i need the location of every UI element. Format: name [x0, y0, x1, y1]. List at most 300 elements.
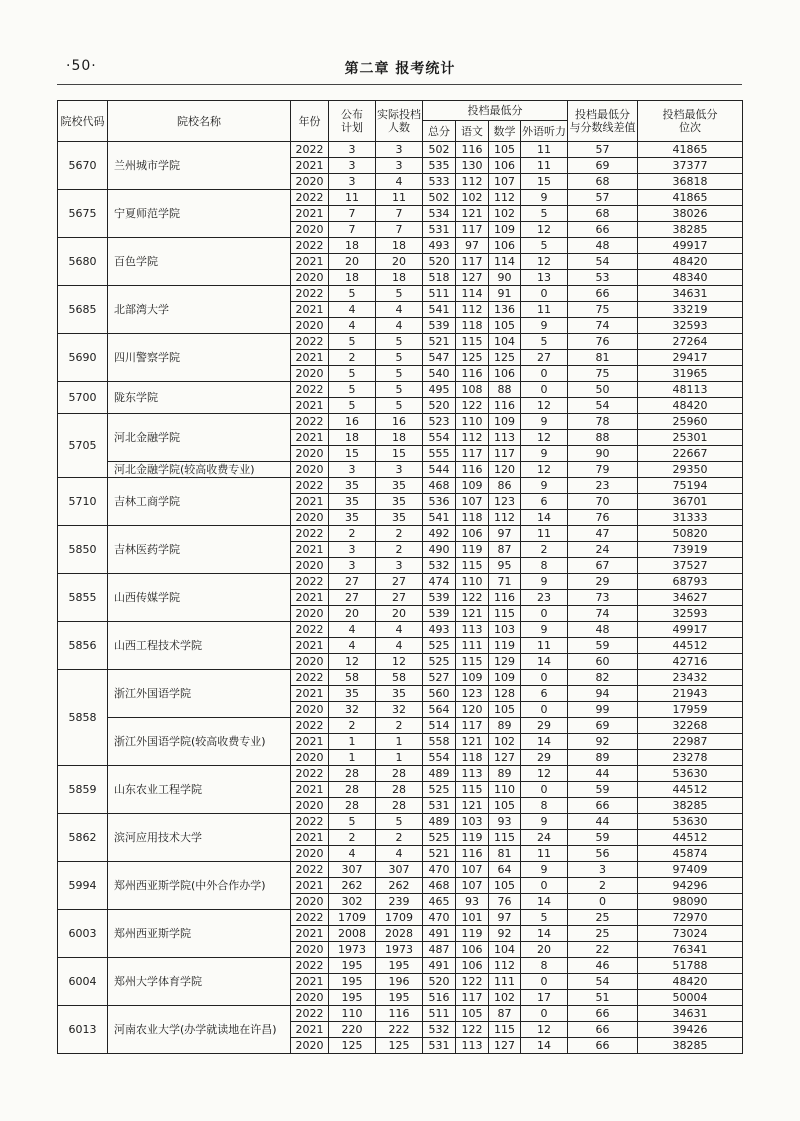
rank-cell: 98090: [638, 894, 743, 910]
chinese-cell: 121: [456, 606, 489, 622]
school-code-cell: 6013: [58, 1006, 108, 1054]
total-score-cell: 525: [423, 782, 456, 798]
chinese-cell: 109: [456, 670, 489, 686]
table-row: [58, 334, 743, 350]
chinese-cell: 123: [456, 686, 489, 702]
school-code-cell: 5856: [58, 622, 108, 670]
col-header-code: 院校代码: [58, 101, 108, 142]
total-score-cell: 541: [423, 510, 456, 526]
plan-cell: 7: [329, 206, 376, 222]
plan-cell: 4: [329, 302, 376, 318]
foreign-listening-cell: 0: [521, 702, 568, 718]
math-cell: 116: [489, 398, 521, 414]
admitted-cell: 35: [376, 510, 423, 526]
admitted-cell: 5: [376, 366, 423, 382]
foreign-listening-cell: 24: [521, 830, 568, 846]
chinese-cell: 125: [456, 350, 489, 366]
math-cell: 115: [489, 1022, 521, 1038]
diff-cell: 51: [568, 990, 638, 1006]
plan-cell: 27: [329, 590, 376, 606]
year-cell: 2022: [291, 382, 329, 398]
col-header-name: 院校名称: [108, 101, 291, 142]
diff-cell: 92: [568, 734, 638, 750]
admitted-cell: 20: [376, 606, 423, 622]
plan-cell: 18: [329, 270, 376, 286]
chinese-cell: 106: [456, 958, 489, 974]
rank-cell: 37527: [638, 558, 743, 574]
foreign-listening-cell: 0: [521, 286, 568, 302]
diff-cell: 25: [568, 926, 638, 942]
total-score-cell: 511: [423, 286, 456, 302]
chinese-cell: 110: [456, 574, 489, 590]
year-cell: 2021: [291, 638, 329, 654]
year-cell: 2020: [291, 558, 329, 574]
rank-cell: 68793: [638, 574, 743, 590]
admitted-cell: 116: [376, 1006, 423, 1022]
total-score-cell: 525: [423, 830, 456, 846]
diff-cell: 59: [568, 782, 638, 798]
foreign-listening-cell: 14: [521, 926, 568, 942]
chinese-cell: 101: [456, 910, 489, 926]
total-score-cell: 520: [423, 398, 456, 414]
school-code-cell: 5855: [58, 574, 108, 622]
year-cell: 2020: [291, 446, 329, 462]
rank-cell: 41865: [638, 190, 743, 206]
total-score-cell: 493: [423, 238, 456, 254]
school-name-cell: 郑州西亚斯学院(中外合作办学): [108, 862, 291, 910]
chinese-cell: 115: [456, 558, 489, 574]
math-cell: 105: [489, 798, 521, 814]
diff-cell: 54: [568, 398, 638, 414]
foreign-listening-cell: 14: [521, 510, 568, 526]
admitted-cell: 12: [376, 654, 423, 670]
math-cell: 123: [489, 494, 521, 510]
diff-cell: 70: [568, 494, 638, 510]
plan-cell: 1709: [329, 910, 376, 926]
year-cell: 2021: [291, 590, 329, 606]
table-row: [58, 238, 743, 254]
rank-cell: 22987: [638, 734, 743, 750]
admitted-cell: 4: [376, 622, 423, 638]
admitted-cell: 5: [376, 286, 423, 302]
math-cell: 97: [489, 910, 521, 926]
total-score-cell: 532: [423, 1022, 456, 1038]
math-cell: 129: [489, 654, 521, 670]
year-cell: 2022: [291, 142, 329, 158]
math-cell: 105: [489, 702, 521, 718]
plan-cell: 18: [329, 238, 376, 254]
rank-cell: 32593: [638, 606, 743, 622]
math-cell: 89: [489, 766, 521, 782]
rank-cell: 48340: [638, 270, 743, 286]
diff-cell: 66: [568, 798, 638, 814]
diff-cell: 79: [568, 462, 638, 478]
math-cell: 102: [489, 206, 521, 222]
admitted-cell: 32: [376, 702, 423, 718]
total-score-cell: 534: [423, 206, 456, 222]
rank-cell: 75194: [638, 478, 743, 494]
diff-cell: 29: [568, 574, 638, 590]
diff-cell: 54: [568, 974, 638, 990]
plan-cell: 2: [329, 830, 376, 846]
foreign-listening-cell: 0: [521, 366, 568, 382]
admitted-cell: 2: [376, 718, 423, 734]
total-score-cell: 491: [423, 958, 456, 974]
foreign-listening-cell: 0: [521, 1006, 568, 1022]
diff-cell: 57: [568, 190, 638, 206]
school-name-cell: 陇东学院: [108, 382, 291, 414]
rank-cell: 22667: [638, 446, 743, 462]
year-cell: 2020: [291, 942, 329, 958]
total-score-cell: 523: [423, 414, 456, 430]
plan-cell: 125: [329, 1038, 376, 1054]
table-row: [58, 190, 743, 206]
school-code-cell: 5670: [58, 142, 108, 190]
plan-cell: 58: [329, 670, 376, 686]
admitted-cell: 15: [376, 446, 423, 462]
math-cell: 113: [489, 430, 521, 446]
foreign-listening-cell: 12: [521, 1022, 568, 1038]
total-score-cell: 511: [423, 1006, 456, 1022]
diff-cell: 59: [568, 830, 638, 846]
foreign-listening-cell: 2: [521, 542, 568, 558]
foreign-listening-cell: 29: [521, 718, 568, 734]
table-row: [58, 814, 743, 830]
plan-cell: 32: [329, 702, 376, 718]
total-score-cell: 525: [423, 654, 456, 670]
school-code-cell: 5705: [58, 414, 108, 478]
chinese-cell: 107: [456, 494, 489, 510]
rank-cell: 49917: [638, 622, 743, 638]
diff-cell: 66: [568, 286, 638, 302]
diff-cell: 44: [568, 766, 638, 782]
math-cell: 105: [489, 142, 521, 158]
chinese-cell: 116: [456, 846, 489, 862]
table-body: [58, 142, 743, 1054]
rank-cell: 25301: [638, 430, 743, 446]
foreign-listening-cell: 5: [521, 206, 568, 222]
chinese-cell: 122: [456, 974, 489, 990]
admitted-cell: 7: [376, 206, 423, 222]
rank-cell: 21943: [638, 686, 743, 702]
diff-cell: 66: [568, 222, 638, 238]
rank-cell: 53630: [638, 814, 743, 830]
col-header-rank-line1: 投档最低分: [662, 108, 718, 121]
school-name-cell: 河北金融学院(较高收费专业): [108, 462, 291, 478]
total-score-cell: 535: [423, 158, 456, 174]
chinese-cell: 117: [456, 446, 489, 462]
year-cell: 2022: [291, 718, 329, 734]
plan-cell: 16: [329, 414, 376, 430]
math-cell: 89: [489, 718, 521, 734]
diff-cell: 24: [568, 542, 638, 558]
diff-cell: 94: [568, 686, 638, 702]
school-name-cell: 河南农业大学(办学就读地在许昌): [108, 1006, 291, 1054]
col-header-diff-line2: 与分数线差值: [569, 121, 636, 134]
chinese-cell: 117: [456, 222, 489, 238]
year-cell: 2021: [291, 542, 329, 558]
foreign-listening-cell: 11: [521, 302, 568, 318]
foreign-listening-cell: 9: [521, 574, 568, 590]
math-cell: 117: [489, 446, 521, 462]
admitted-cell: 20: [376, 254, 423, 270]
school-code-cell: 5710: [58, 478, 108, 526]
foreign-listening-cell: 8: [521, 798, 568, 814]
foreign-listening-cell: 23: [521, 590, 568, 606]
rank-cell: 32268: [638, 718, 743, 734]
admitted-cell: 5: [376, 350, 423, 366]
chinese-cell: 107: [456, 862, 489, 878]
foreign-listening-cell: 20: [521, 942, 568, 958]
foreign-listening-cell: 8: [521, 558, 568, 574]
math-cell: 91: [489, 286, 521, 302]
rank-cell: 33219: [638, 302, 743, 318]
chinese-cell: 130: [456, 158, 489, 174]
total-score-cell: 558: [423, 734, 456, 750]
chinese-cell: 116: [456, 366, 489, 382]
foreign-listening-cell: 0: [521, 782, 568, 798]
chinese-cell: 122: [456, 590, 489, 606]
math-cell: 102: [489, 734, 521, 750]
total-score-cell: 490: [423, 542, 456, 558]
year-cell: 2021: [291, 974, 329, 990]
admitted-cell: 195: [376, 958, 423, 974]
table-row: [58, 718, 743, 734]
rank-cell: 34631: [638, 1006, 743, 1022]
col-header-foreign: 外语听力: [521, 121, 568, 142]
col-header-math: 数学: [489, 121, 521, 142]
school-name-cell: 浙江外国语学院: [108, 670, 291, 718]
col-header-plan: [329, 101, 376, 142]
total-score-cell: 493: [423, 622, 456, 638]
year-cell: 2020: [291, 270, 329, 286]
plan-cell: 195: [329, 990, 376, 1006]
foreign-listening-cell: 29: [521, 750, 568, 766]
math-cell: 104: [489, 334, 521, 350]
plan-cell: 4: [329, 622, 376, 638]
col-header-diff-line1: 投档最低分: [575, 108, 630, 121]
total-score-cell: 544: [423, 462, 456, 478]
total-score-cell: 495: [423, 382, 456, 398]
col-header-admitted-line1: 实际投档: [377, 108, 421, 121]
admitted-cell: 196: [376, 974, 423, 990]
school-code-cell: 5858: [58, 670, 108, 766]
math-cell: 105: [489, 878, 521, 894]
chinese-cell: 106: [456, 526, 489, 542]
year-cell: 2020: [291, 894, 329, 910]
year-cell: 2022: [291, 190, 329, 206]
chinese-cell: 118: [456, 510, 489, 526]
year-cell: 2022: [291, 862, 329, 878]
diff-cell: 47: [568, 526, 638, 542]
school-name-cell: 吉林医药学院: [108, 526, 291, 574]
school-name-cell: 滨河应用技术大学: [108, 814, 291, 862]
plan-cell: 4: [329, 846, 376, 862]
math-cell: 112: [489, 510, 521, 526]
plan-cell: 35: [329, 510, 376, 526]
rank-cell: 48420: [638, 398, 743, 414]
chinese-cell: 111: [456, 638, 489, 654]
school-code-cell: 5850: [58, 526, 108, 574]
diff-cell: 89: [568, 750, 638, 766]
year-cell: 2022: [291, 478, 329, 494]
total-score-cell: 521: [423, 334, 456, 350]
math-cell: 109: [489, 414, 521, 430]
foreign-listening-cell: 0: [521, 974, 568, 990]
plan-cell: 2008: [329, 926, 376, 942]
plan-cell: 1: [329, 734, 376, 750]
year-cell: 2021: [291, 302, 329, 318]
table-row: [58, 670, 743, 686]
admitted-cell: 28: [376, 766, 423, 782]
foreign-listening-cell: 14: [521, 1038, 568, 1054]
total-score-cell: 520: [423, 254, 456, 270]
rank-cell: 97409: [638, 862, 743, 878]
rank-cell: 41865: [638, 142, 743, 158]
year-cell: 2021: [291, 878, 329, 894]
foreign-listening-cell: 11: [521, 638, 568, 654]
admitted-cell: 3: [376, 558, 423, 574]
rank-cell: 42716: [638, 654, 743, 670]
foreign-listening-cell: 17: [521, 990, 568, 1006]
year-cell: 2021: [291, 158, 329, 174]
admitted-cell: 262: [376, 878, 423, 894]
admitted-cell: 3: [376, 462, 423, 478]
year-cell: 2022: [291, 414, 329, 430]
admitted-cell: 307: [376, 862, 423, 878]
chinese-cell: 102: [456, 190, 489, 206]
total-score-cell: 554: [423, 430, 456, 446]
rank-cell: 72970: [638, 910, 743, 926]
chinese-cell: 122: [456, 398, 489, 414]
year-cell: 2022: [291, 574, 329, 590]
year-cell: 2020: [291, 846, 329, 862]
math-cell: 106: [489, 366, 521, 382]
math-cell: 103: [489, 622, 521, 638]
total-score-cell: 533: [423, 174, 456, 190]
year-cell: 2022: [291, 238, 329, 254]
plan-cell: 1973: [329, 942, 376, 958]
year-cell: 2022: [291, 526, 329, 542]
math-cell: 111: [489, 974, 521, 990]
year-cell: 2021: [291, 686, 329, 702]
rank-cell: 48420: [638, 974, 743, 990]
plan-cell: 3: [329, 158, 376, 174]
school-name-cell: 宁夏师范学院: [108, 190, 291, 238]
foreign-listening-cell: 14: [521, 654, 568, 670]
school-code-cell: 5675: [58, 190, 108, 238]
school-name-cell: 吉林工商学院: [108, 478, 291, 526]
math-cell: 106: [489, 158, 521, 174]
chinese-cell: 122: [456, 1022, 489, 1038]
foreign-listening-cell: 5: [521, 910, 568, 926]
school-code-cell: 5862: [58, 814, 108, 862]
admitted-cell: 3: [376, 158, 423, 174]
admitted-cell: 5: [376, 382, 423, 398]
chinese-cell: 113: [456, 1038, 489, 1054]
diff-cell: 48: [568, 622, 638, 638]
math-cell: 90: [489, 270, 521, 286]
table-row: [58, 286, 743, 302]
math-cell: 64: [489, 862, 521, 878]
year-cell: 2021: [291, 254, 329, 270]
diff-cell: 76: [568, 334, 638, 350]
admitted-cell: 4: [376, 302, 423, 318]
diff-cell: 46: [568, 958, 638, 974]
admitted-cell: 18: [376, 430, 423, 446]
plan-cell: 35: [329, 478, 376, 494]
foreign-listening-cell: 11: [521, 846, 568, 862]
col-header-min-score: 投档最低分: [423, 101, 568, 121]
rank-cell: 38285: [638, 1038, 743, 1054]
year-cell: 2022: [291, 958, 329, 974]
table-row: [58, 958, 743, 974]
school-code-cell: 5994: [58, 862, 108, 910]
rank-cell: 34631: [638, 286, 743, 302]
math-cell: 71: [489, 574, 521, 590]
foreign-listening-cell: 12: [521, 462, 568, 478]
year-cell: 2021: [291, 350, 329, 366]
foreign-listening-cell: 12: [521, 222, 568, 238]
plan-cell: 18: [329, 430, 376, 446]
math-cell: 87: [489, 542, 521, 558]
rank-cell: 50004: [638, 990, 743, 1006]
rank-cell: 48113: [638, 382, 743, 398]
diff-cell: 78: [568, 414, 638, 430]
diff-cell: 59: [568, 638, 638, 654]
admitted-cell: 1: [376, 734, 423, 750]
foreign-listening-cell: 13: [521, 270, 568, 286]
chinese-cell: 120: [456, 702, 489, 718]
diff-cell: 53: [568, 270, 638, 286]
year-cell: 2020: [291, 750, 329, 766]
foreign-listening-cell: 12: [521, 430, 568, 446]
foreign-listening-cell: 9: [521, 622, 568, 638]
admitted-cell: 2028: [376, 926, 423, 942]
year-cell: 2021: [291, 926, 329, 942]
year-cell: 2022: [291, 334, 329, 350]
admitted-cell: 27: [376, 574, 423, 590]
school-name-cell: 郑州西亚斯学院: [108, 910, 291, 958]
chinese-cell: 121: [456, 734, 489, 750]
col-header-admitted-line2: 人数: [388, 121, 410, 134]
math-cell: 112: [489, 958, 521, 974]
math-cell: 104: [489, 942, 521, 958]
col-header-total: 总分: [423, 121, 456, 142]
math-cell: 109: [489, 670, 521, 686]
year-cell: 2021: [291, 782, 329, 798]
rank-cell: 23278: [638, 750, 743, 766]
plan-cell: 5: [329, 382, 376, 398]
table-row: [58, 526, 743, 542]
math-cell: 102: [489, 990, 521, 1006]
total-score-cell: 516: [423, 990, 456, 1006]
col-header-plan-line1: 公布: [341, 108, 363, 121]
math-cell: 87: [489, 1006, 521, 1022]
foreign-listening-cell: 0: [521, 382, 568, 398]
total-score-cell: 468: [423, 478, 456, 494]
foreign-listening-cell: 14: [521, 734, 568, 750]
math-cell: 88: [489, 382, 521, 398]
plan-cell: 2: [329, 718, 376, 734]
plan-cell: 110: [329, 1006, 376, 1022]
math-cell: 136: [489, 302, 521, 318]
school-code-cell: 5690: [58, 334, 108, 382]
year-cell: 2020: [291, 366, 329, 382]
year-cell: 2022: [291, 286, 329, 302]
plan-cell: 11: [329, 190, 376, 206]
foreign-listening-cell: 9: [521, 814, 568, 830]
